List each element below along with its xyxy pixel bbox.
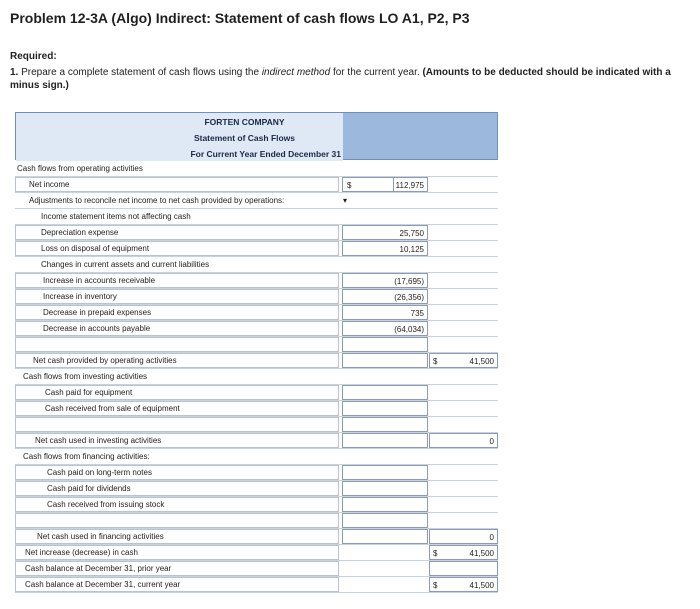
table-row: [15, 401, 498, 417]
required-label: Required:: [10, 51, 57, 62]
statement-header: [15, 112, 498, 160]
amount-input[interactable]: [429, 433, 498, 448]
table-row: [15, 305, 498, 321]
instruction-text-after: for the current year.: [332, 67, 420, 78]
instruction-number: 1.: [10, 67, 19, 78]
row-label: Net cash provided by operating activities: [33, 356, 177, 365]
row-label: Cash paid for equipment: [45, 388, 133, 397]
amount-input[interactable]: [429, 545, 498, 560]
table-row: [15, 209, 498, 225]
amount-input[interactable]: [342, 417, 428, 432]
row-label: Decrease in accounts payable: [43, 324, 151, 333]
dollar-sign: $: [433, 549, 438, 558]
amount-value: 41,500: [469, 357, 494, 366]
table-row: [15, 385, 498, 401]
amount-input[interactable]: [342, 289, 428, 304]
table-row: [15, 337, 498, 353]
amount-value: 0: [489, 437, 494, 446]
row-label: Cash balance at December 31, current year: [25, 580, 181, 589]
amount-value: (17,695): [394, 277, 424, 286]
table-row: [15, 257, 498, 273]
section-heading-investing: Cash flows from investing activities: [23, 372, 148, 381]
amount-input[interactable]: [342, 513, 428, 528]
row-label: Cash received from issuing stock: [47, 500, 165, 509]
amount-value: 25,750: [399, 229, 424, 238]
amount-input[interactable]: [393, 177, 428, 192]
section-heading-operating: Cash flows from operating activities: [17, 164, 143, 173]
row-label: Cash received from sale of equipment: [45, 404, 180, 413]
page-title: Problem 12-3A (Algo) Indirect: Statement of cash flows LO A1, P2, P3: [10, 10, 470, 26]
table-row: [15, 161, 498, 177]
amount-value: 10,125: [399, 245, 424, 254]
amount-value: (26,356): [394, 293, 424, 302]
amount-input[interactable]: [342, 433, 428, 448]
label-input[interactable]: [15, 417, 339, 432]
row-label: Cash paid on long-term notes: [47, 468, 152, 477]
amount-input[interactable]: [342, 225, 428, 240]
instruction-emphasis: indirect method: [261, 67, 331, 78]
amount-value: 0: [489, 533, 494, 542]
amount-input[interactable]: [342, 481, 428, 496]
company-name: FORTEN COMPANY: [204, 117, 285, 127]
amount-input[interactable]: [342, 385, 428, 400]
dollar-sign: $: [347, 181, 352, 190]
amount-value: 112,975: [395, 181, 424, 190]
amount-input[interactable]: [342, 401, 428, 416]
row-label: Decrease in prepaid expenses: [43, 308, 152, 317]
row-label: Adjustments to reconcile net income to net cash provided by operations:: [29, 196, 285, 205]
amount-value: 735: [410, 309, 424, 318]
table-row: [15, 177, 498, 193]
table-row: [15, 513, 498, 529]
row-label: Net cash used in financing activities: [37, 532, 164, 541]
amount-input[interactable]: [342, 337, 428, 352]
cash-flow-worksheet: [15, 112, 498, 595]
table-row: [15, 529, 498, 545]
amount-value: (64,034): [394, 325, 424, 334]
amount-input[interactable]: [342, 465, 428, 480]
row-label: Changes in current assets and current liabilities: [41, 260, 210, 269]
table-row: [15, 465, 498, 481]
amount-input[interactable]: [342, 241, 428, 256]
row-label: Net income: [29, 180, 70, 189]
table-row: [15, 369, 498, 385]
table-row: [15, 433, 498, 449]
table-row: [15, 225, 498, 241]
label-input[interactable]: [15, 513, 339, 528]
amount-input[interactable]: [342, 529, 428, 544]
amount-input[interactable]: [429, 561, 498, 576]
section-heading-financing: Cash flows from financing activities:: [23, 452, 150, 461]
row-label: Depreciation expense: [41, 228, 119, 237]
row-label: Increase in accounts receivable: [43, 276, 156, 285]
row-label: Cash paid for dividends: [47, 484, 131, 493]
statement-period: For Current Year Ended December 31: [190, 149, 341, 159]
row-label: Cash balance at December 31, prior year: [25, 564, 172, 573]
table-row: [15, 353, 498, 369]
instruction-note: (Amounts to be deducted should be indicated with a minus sign.): [10, 67, 671, 91]
label-input[interactable]: [15, 337, 339, 352]
dropdown-arrow-icon[interactable]: ▾: [343, 196, 348, 205]
row-label: Increase in inventory: [43, 292, 117, 301]
table-row: [15, 497, 498, 513]
amount-input[interactable]: [342, 273, 428, 288]
amount-input[interactable]: [429, 353, 498, 368]
table-row: [15, 577, 498, 593]
table-row: [15, 321, 498, 337]
amount-input[interactable]: [342, 321, 428, 336]
table-row: [15, 241, 498, 257]
row-label: Net cash used in investing activities: [35, 436, 162, 445]
table-row: [15, 273, 498, 289]
table-row: [15, 481, 498, 497]
amount-input[interactable]: [429, 577, 498, 592]
dollar-sign: $: [433, 357, 438, 366]
amount-input[interactable]: [342, 305, 428, 320]
instruction-text-before: Prepare a complete statement of cash flows using the: [21, 67, 260, 78]
row-label: Loss on disposal of equipment: [41, 244, 150, 253]
amount-value: 41,500: [469, 581, 494, 590]
instruction-text: [10, 66, 680, 92]
row-label: Income statement items not affecting cash: [41, 212, 191, 221]
amount-input[interactable]: [342, 497, 428, 512]
table-row: [15, 545, 498, 561]
amount-input[interactable]: [429, 529, 498, 544]
table-row: [15, 417, 498, 433]
amount-value: 41,500: [469, 549, 494, 558]
table-row: [15, 289, 498, 305]
table-row: [15, 193, 498, 209]
table-row: [15, 561, 498, 577]
table-row: [15, 449, 498, 465]
statement-name: Statement of Cash Flows: [193, 133, 296, 143]
dollar-sign: $: [433, 581, 438, 590]
row-label: Net increase (decrease) in cash: [25, 548, 138, 557]
